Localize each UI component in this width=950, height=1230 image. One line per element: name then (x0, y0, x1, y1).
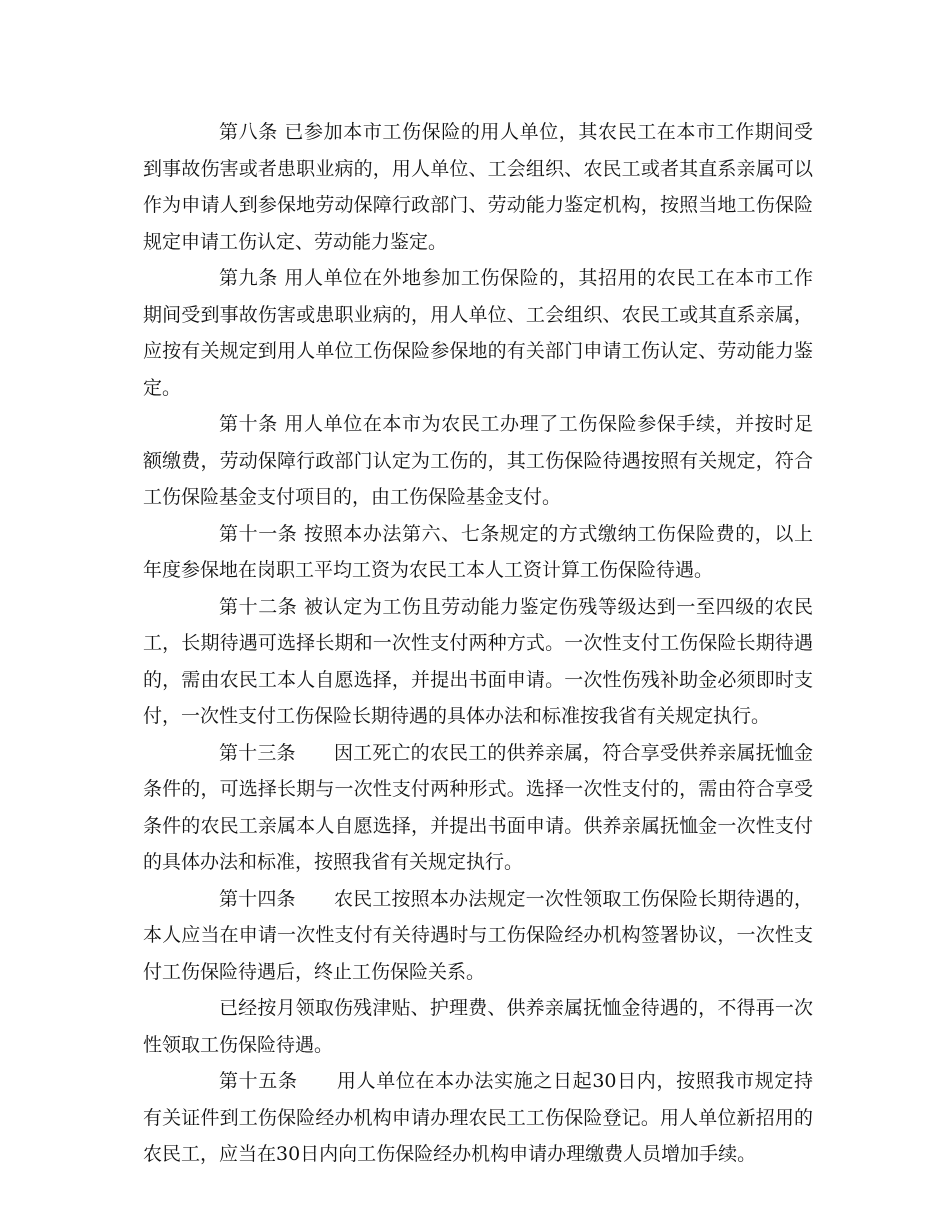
article-11-paragraph: 第十一条 按照本办法第六、七条规定的方式缴纳工伤保险费的，以上年度参保地在岗职工平均工资为农民工本人工资计算工伤保险待遇。 (143, 522, 813, 581)
article-12-paragraph: 第十二条 被认定为工伤且劳动能力鉴定伤残等级达到一至四级的农民工，长期待遇可选择长期和一次性支付两种方式。一次性支付工伤保险长期待遇的，需由农民工本人自愿选择，并提出书面申请。一次性伤残补助金必须即时支付，一次性支付工伤保险长期待遇的具体办法和标准按我省有关规定执行。 (143, 595, 813, 727)
article-15-paragraph: 第十五条 用人单位在本办法实施之日起30日内，按照我市规定持有关证件到工伤保险经办机构申请办理农民工工伤保险登记。用人单位新招用的农民工，应当在30日内向工伤保险经办机构申请办理缴费人员增加手续。 (143, 1070, 813, 1165)
article-9-paragraph: 第九条 用人单位在外地参加工伤保险的，其招用的农民工在本市工作期间受到事故伤害或患职业病的，用人单位、工会组织、农民工或其直系亲属，应按有关规定到用人单位工伤保险参保地的有关部门申请工伤认定、劳动能力鉴定。 (143, 267, 813, 399)
document-body (143, 114, 813, 1173)
article-13-paragraph: 第十三条 因工死亡的农民工的供养亲属，符合享受供养亲属抚恤金条件的，可选择长期与一次性支付两种形式。选择一次性支付的，需由符合享受条件的农民工亲属本人自愿选择，并提出书面申请。供养亲属抚恤金一次性支付的具体办法和标准，按照我省有关规定执行。 (143, 741, 813, 873)
article-14-supplement-paragraph: 已经按月领取伤残津贴、护理费、供养亲属抚恤金待遇的，不得再一次性领取工伤保险待遇。 (143, 997, 813, 1056)
article-10-paragraph: 第十条 用人单位在本市为农民工办理了工伤保险参保手续，并按时足额缴费，劳动保障行政部门认定为工伤的，其工伤保险待遇按照有关规定，符合工伤保险基金支付项目的，由工伤保险基金支付。 (143, 413, 813, 508)
article-14-paragraph: 第十四条 农民工按照本办法规定一次性领取工伤保险长期待遇的，本人应当在申请一次性支付有关待遇时与工伤保险经办机构签署协议，一次性支付工伤保险待遇后，终止工伤保险关系。 (143, 887, 813, 983)
article-8-paragraph: 第八条 已参加本市工伤保险的用人单位，其农民工在本市工作期间受到事故伤害或者患职业病的，用人单位、工会组织、农民工或者其直系亲属可以作为申请人到参保地劳动保障行政部门、劳动能力鉴定机构，按照当地工伤保险规定申请工伤认定、劳动能力鉴定。 (143, 121, 813, 253)
